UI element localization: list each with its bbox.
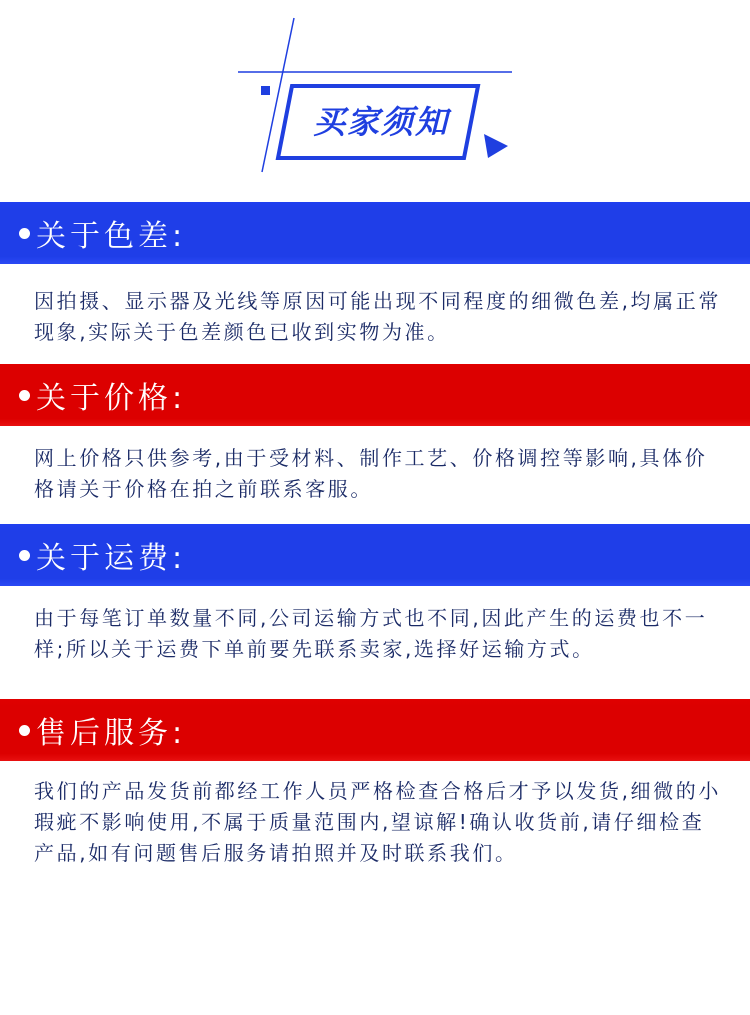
bullet-icon <box>19 228 30 239</box>
section-heading: 售后服务: <box>36 716 187 751</box>
bullet-icon <box>19 725 30 736</box>
section-banner-color-difference <box>0 202 750 264</box>
section-heading: 关于色差: <box>36 219 187 254</box>
section-body: 我们的产品发货前都经工作人员严格检查合格后才予以发货,细微的小瑕疵不影响使用,不属于质量范围内,望谅解!确认收货前,请仔细检查产品,如有问题售后服务请拍照并及时联系我们。 <box>34 779 721 865</box>
section-banner-shipping <box>0 524 750 586</box>
header <box>0 0 750 200</box>
section-heading: 关于价格: <box>36 381 187 416</box>
section-heading: 关于运费: <box>36 541 187 576</box>
section-body: 由于每笔订单数量不同,公司运输方式也不同,因此产生的运费也不一样;所以关于运费下单前要先联系卖家,选择好运输方式。 <box>34 606 708 661</box>
section-body: 网上价格只供参考,由于受材料、制作工艺、价格调控等影响,具体价格请关于价格在拍之前联系客服。 <box>34 446 708 501</box>
page-title: 买家须知 <box>312 103 449 141</box>
bullet-icon <box>19 550 30 561</box>
section-body: 因拍摄、显示器及光线等原因可能出现不同程度的细微色差,均属正常现象,实际关于色差颜色已收到实物为准。 <box>34 289 721 344</box>
section-banner-price <box>0 364 750 426</box>
bullet-icon <box>19 390 30 401</box>
section-banner-after-sales <box>0 699 750 761</box>
